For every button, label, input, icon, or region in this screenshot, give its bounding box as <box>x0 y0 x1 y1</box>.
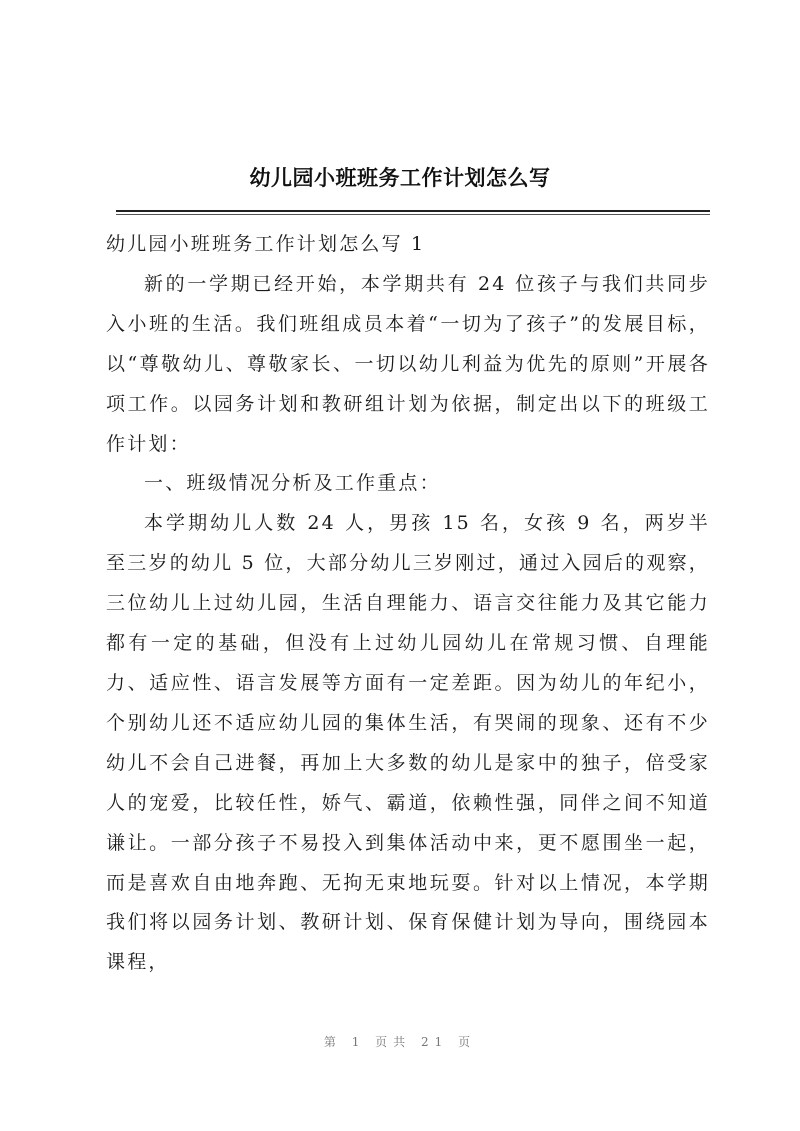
paragraph-intro: 新的一学期已经开始，本学期共有 24 位孩子与我们共同步入小班的生活。我们班组成员本着“一切为了孩子”的发展目标，以“尊敬幼儿、尊敬家长、一切以幼儿利益为优先的原则”开展各项工作。以园务计划和教研组计划为依据，制定出以下的班级工作计划： <box>106 272 710 455</box>
page-footer: 第 1 页共 21 页 <box>323 1035 477 1049</box>
paragraph-section-heading: 一、班级情况分析及工作重点： <box>144 472 441 495</box>
section-heading: 幼儿园小班班务工作计划怎么写 1 <box>106 233 426 255</box>
document-title: 幼儿园小班班务工作计划怎么写 <box>249 165 551 190</box>
title-divider-thin <box>116 214 710 215</box>
paragraph-class-analysis: 本学期幼儿人数 24 人，男孩 15 名，女孩 9 名，两岁半至三岁的幼儿 5 位，大部分幼儿三岁刚过，通过入园后的观察，三位幼儿上过幼儿园，生活自理能力、语言交往能力及其它能力都有一定的基础，但没有上过幼儿园幼儿在常规习惯、自理能力、适应性、语言发展等方面有一定差距。因为幼儿的年纪小，个别幼儿还不适应幼儿园的集体生活，有哭闹的现象、还有不少幼儿不会自己进餐，再加上大多数的幼儿是家中的独子，倍受家人的宠爱，比较任性，娇气、霸道，依赖性强，同伴之间不知道谦让。一部分孩子不易投入到集体活动中来，更不愿围坐一起，而是喜欢自由地奔跑、无拘无束地玩耍。针对以上情况，本学期我们将以园务计划、教研计划、保育保健计划为导向，围绕园本课程， <box>106 512 710 974</box>
title-divider-thick <box>116 210 710 212</box>
document-body <box>106 225 710 983</box>
